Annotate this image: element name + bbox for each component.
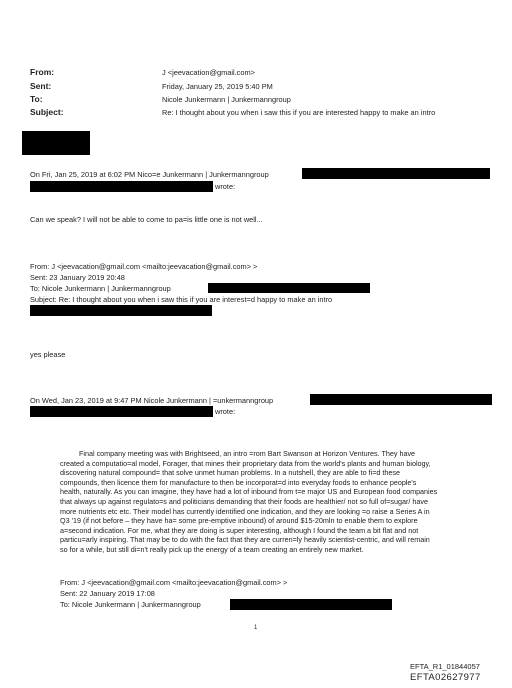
to-value: Nicole Junkermann | Junkermanngroup bbox=[162, 95, 291, 104]
redaction-block bbox=[30, 305, 212, 316]
redaction-block bbox=[22, 131, 90, 155]
redaction-block bbox=[302, 168, 490, 179]
quote3-to: To: Nicole Junkermann | Junkermanngroup bbox=[60, 600, 201, 609]
bates-code-primary: EFTA_R1_01844057 bbox=[410, 662, 480, 671]
paragraph-line: health, naturally. As you can imagine, they have had a lot of inbound from t=e major US and European food companies bbox=[60, 487, 438, 497]
redaction-block bbox=[30, 181, 213, 192]
paragraph-line: compounds, then licence them for manufacture to then be incorporat=d into everyday foods to enhance people's bbox=[60, 477, 417, 487]
quote2-message: yes please bbox=[30, 350, 66, 359]
quote3-from: From: J <jeevacation@gmail.com <mailto:jeevacation@gmail.com> > bbox=[60, 578, 288, 587]
bates-code-secondary: EFTA02627977 bbox=[410, 672, 481, 683]
paragraph-line: that always up against regulato=s and politicians demanding that their foods are healthier/ not so full of=sugar/ have bbox=[60, 496, 428, 506]
paragraph-line: so for a while, but still di=n't really pick up the energy of a team creating an entirely new market. bbox=[60, 544, 364, 554]
message-paragraph bbox=[60, 449, 492, 555]
redaction-block bbox=[208, 283, 370, 293]
paragraph-line: a=second indication. For me, what they are doing is super interesting, although I found the team a bit flat and not bbox=[60, 525, 419, 535]
paragraph-line: Q3 '19 (if not before – they have ha= some pre-emptive inbound) of around $15-20mln to enable them to explore bbox=[60, 516, 418, 526]
redaction-block bbox=[230, 599, 392, 610]
subject-label: Subject: bbox=[30, 107, 64, 117]
paragraph-line: Final company meeting was with Brightseed, an intro =rom Bart Swanson at Horizon Ventures. They have bbox=[79, 449, 416, 458]
quote2-subject: Subject: Re: I thought about you when i saw this if you are interest=d happy to make an intro bbox=[30, 295, 333, 304]
sent-label: Sent: bbox=[30, 81, 52, 91]
quote3-sent: Sent: 22 January 2019 17:08 bbox=[60, 589, 155, 598]
page-number: 1 bbox=[254, 625, 258, 631]
from-value: J <jeevacation@gmail.com> bbox=[162, 68, 255, 77]
quote1-wrote: wrote: bbox=[215, 182, 236, 191]
redaction-block bbox=[310, 394, 492, 405]
subject-value: Re: I thought about you when i saw this if you are interested happy to make an intro bbox=[162, 108, 436, 117]
quote2-sent: Sent: 23 January 2019 20:48 bbox=[30, 273, 125, 282]
quote2-to: To: Nicole Junkermann | Junkermanngroup bbox=[30, 284, 171, 293]
paragraph-line: more nutrients etc etc. Their model has currently identified one indication, and they are looking =o raise a Series A in bbox=[60, 506, 430, 516]
paragraph-line: created a computatio=al model, Forager, that mines their proprietary data from the world's plants and human biology, bbox=[60, 458, 431, 468]
quote3-attribution: On Wed, Jan 23, 2019 at 9:47 PM Nicole Junkermann | =unkermanngroup bbox=[30, 396, 274, 405]
quote3-wrote: wrote: bbox=[215, 407, 236, 416]
to-label: To: bbox=[30, 94, 43, 104]
quote1-message: Can we speak? I will not be able to come to pa=is little one is not well... bbox=[30, 215, 263, 224]
paragraph-line: discovering natural compound= that solve unmet human problems. In a nutshell, they are able to fi=d these bbox=[60, 468, 401, 478]
redaction-block bbox=[30, 406, 213, 417]
from-label: From: bbox=[30, 67, 55, 77]
quote2-from: From: J <jeevacation@gmail.com <mailto:jeevacation@gmail.com> > bbox=[30, 262, 258, 271]
sent-value: Friday, January 25, 2019 5:40 PM bbox=[162, 82, 273, 91]
quote1-attribution: On Fri, Jan 25, 2019 at 6:02 PM Nico=e Junkermann | Junkermanngroup bbox=[30, 170, 269, 179]
paragraph-line: particu=arly inspiring. That may be to do with the fact that they are curren=ly heavily scientist-centric, and will remain bbox=[60, 535, 430, 545]
